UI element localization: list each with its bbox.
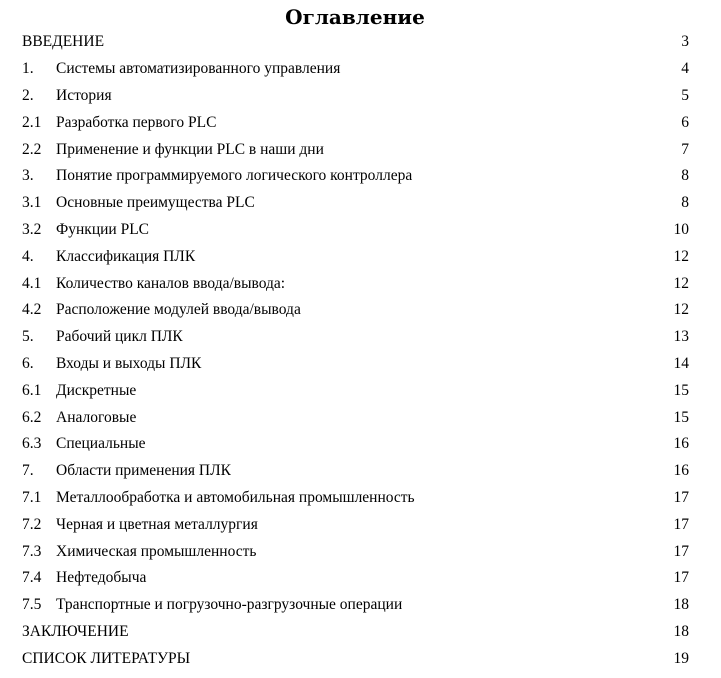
toc-entry-title: Черная и цветная металлургия bbox=[56, 515, 258, 533]
toc-entry-number: 7.4 bbox=[22, 569, 42, 587]
toc-entry-page: 18 bbox=[673, 596, 689, 614]
toc-entry-title: Дискретные bbox=[56, 381, 137, 399]
toc-entry-title: Металлообработка и автомобильная промышленность bbox=[56, 488, 415, 506]
toc-entry-number: 2.2 bbox=[22, 140, 42, 158]
toc-entry-number: 3.2 bbox=[22, 220, 42, 238]
toc-entry-page: 18 bbox=[673, 622, 689, 640]
toc-entry-number: 1. bbox=[22, 60, 34, 78]
toc-entry[interactable] bbox=[22, 29, 689, 56]
toc-entry-page: 17 bbox=[673, 488, 689, 506]
toc-entry-number: 6. bbox=[22, 354, 34, 372]
toc-entry-title: Рабочий цикл ПЛК bbox=[56, 328, 183, 346]
toc-entry[interactable] bbox=[22, 297, 689, 324]
toc-entry-number: 7.2 bbox=[22, 515, 42, 533]
toc-entry[interactable] bbox=[22, 645, 689, 672]
toc-entry[interactable] bbox=[22, 404, 689, 431]
toc-entry[interactable] bbox=[22, 565, 689, 592]
toc-entry[interactable] bbox=[22, 592, 689, 619]
toc-entry-title: Применение и функции PLC в наши дни bbox=[56, 140, 324, 158]
toc-entry[interactable] bbox=[22, 431, 689, 458]
toc-entry-number: 7.3 bbox=[22, 542, 42, 560]
toc-entry-title: ВВЕДЕНИЕ bbox=[22, 33, 105, 51]
toc-entry-page: 6 bbox=[681, 113, 689, 131]
toc-entry[interactable] bbox=[22, 511, 689, 538]
toc-entry-title: Классификация ПЛК bbox=[56, 247, 196, 265]
toc-entry-title: Функции PLC bbox=[56, 220, 150, 238]
toc-entry-number: 5. bbox=[22, 328, 34, 346]
toc-entry-title: Основные преимущества PLC bbox=[56, 194, 255, 212]
toc-entry-number: 7.1 bbox=[22, 488, 42, 506]
toc-entry-number: 3.1 bbox=[22, 194, 42, 212]
toc-entry-number: 6.1 bbox=[22, 381, 42, 399]
toc-entry-page: 3 bbox=[681, 33, 689, 51]
toc-entry-page: 4 bbox=[681, 60, 689, 78]
toc-entry[interactable] bbox=[22, 109, 689, 136]
toc-entry-page: 8 bbox=[681, 194, 689, 212]
toc-entry-page: 14 bbox=[673, 354, 689, 372]
toc-entry-page: 15 bbox=[673, 381, 689, 399]
toc-entry-page: 5 bbox=[681, 86, 689, 104]
toc-entry-page: 13 bbox=[673, 328, 689, 346]
toc-entry-title: Химическая промышленность bbox=[56, 542, 257, 560]
toc-entry-page: 17 bbox=[673, 569, 689, 587]
toc-title: Оглавление bbox=[285, 5, 425, 29]
toc-entry[interactable] bbox=[22, 619, 689, 646]
toc-entry[interactable] bbox=[22, 270, 689, 297]
toc-entry[interactable] bbox=[22, 163, 689, 190]
toc-entry-page: 16 bbox=[673, 462, 689, 480]
toc-entry-number: 6.3 bbox=[22, 435, 42, 453]
toc-entry-page: 17 bbox=[673, 542, 689, 560]
toc-entry-title: Разработка первого PLC bbox=[56, 113, 217, 131]
toc-entry-page: 15 bbox=[673, 408, 689, 426]
toc-entry-page: 12 bbox=[673, 301, 689, 319]
toc-entry-title: Специальные bbox=[56, 435, 146, 453]
toc-entry-page: 12 bbox=[673, 247, 689, 265]
toc-entry-number: 6.2 bbox=[22, 408, 42, 426]
toc-entry-title: Нефтедобыча bbox=[56, 569, 147, 587]
toc-entry-title: Аналоговые bbox=[56, 408, 137, 426]
toc-entry-title: ЗАКЛЮЧЕНИЕ bbox=[22, 622, 129, 640]
toc-entry[interactable] bbox=[22, 243, 689, 270]
toc-entry-number: 4.2 bbox=[22, 301, 42, 319]
toc-entry-title: Расположение модулей ввода/вывода bbox=[56, 301, 301, 319]
toc-entry[interactable] bbox=[22, 56, 689, 83]
toc-entry-title: Транспортные и погрузочно-разгрузочные операции bbox=[56, 596, 403, 614]
toc-entry[interactable] bbox=[22, 458, 689, 485]
toc-entry-number: 2.1 bbox=[22, 113, 42, 131]
toc-entry-number: 3. bbox=[22, 167, 34, 185]
toc-entry[interactable] bbox=[22, 217, 689, 244]
toc-entry[interactable] bbox=[22, 485, 689, 512]
toc-entry-number: 4.1 bbox=[22, 274, 42, 292]
toc-entry-page: 8 bbox=[681, 167, 689, 185]
toc-entry[interactable] bbox=[22, 83, 689, 110]
toc-entry-page: 16 bbox=[673, 435, 689, 453]
toc-entry[interactable] bbox=[22, 538, 689, 565]
toc-entry-page: 7 bbox=[681, 140, 689, 158]
toc-entry-page: 19 bbox=[673, 649, 689, 667]
toc-entry[interactable] bbox=[22, 136, 689, 163]
toc-entry-number: 7.5 bbox=[22, 596, 42, 614]
toc-entry-title: История bbox=[56, 86, 112, 104]
toc-entry-page: 10 bbox=[673, 220, 689, 238]
table-of-contents bbox=[22, 29, 689, 672]
toc-entry-title: Входы и выходы ПЛК bbox=[56, 354, 202, 372]
toc-entry[interactable] bbox=[22, 324, 689, 351]
toc-entry[interactable] bbox=[22, 351, 689, 378]
toc-entry-number: 2. bbox=[22, 86, 34, 104]
toc-entry-title: Понятие программируемого логического контроллера bbox=[56, 167, 413, 185]
toc-entry[interactable] bbox=[22, 190, 689, 217]
toc-entry-title: Системы автоматизированного управления bbox=[56, 60, 341, 78]
toc-entry-number: 7. bbox=[22, 462, 34, 480]
toc-entry-page: 12 bbox=[673, 274, 689, 292]
toc-entry-title: Области применения ПЛК bbox=[56, 462, 231, 480]
toc-entry-title: Количество каналов ввода/вывода: bbox=[56, 274, 286, 292]
toc-entry-title: СПИСОК ЛИТЕРАТУРЫ bbox=[22, 649, 191, 667]
toc-entry[interactable] bbox=[22, 377, 689, 404]
toc-entry-number: 4. bbox=[22, 247, 34, 265]
toc-entry-page: 17 bbox=[673, 515, 689, 533]
